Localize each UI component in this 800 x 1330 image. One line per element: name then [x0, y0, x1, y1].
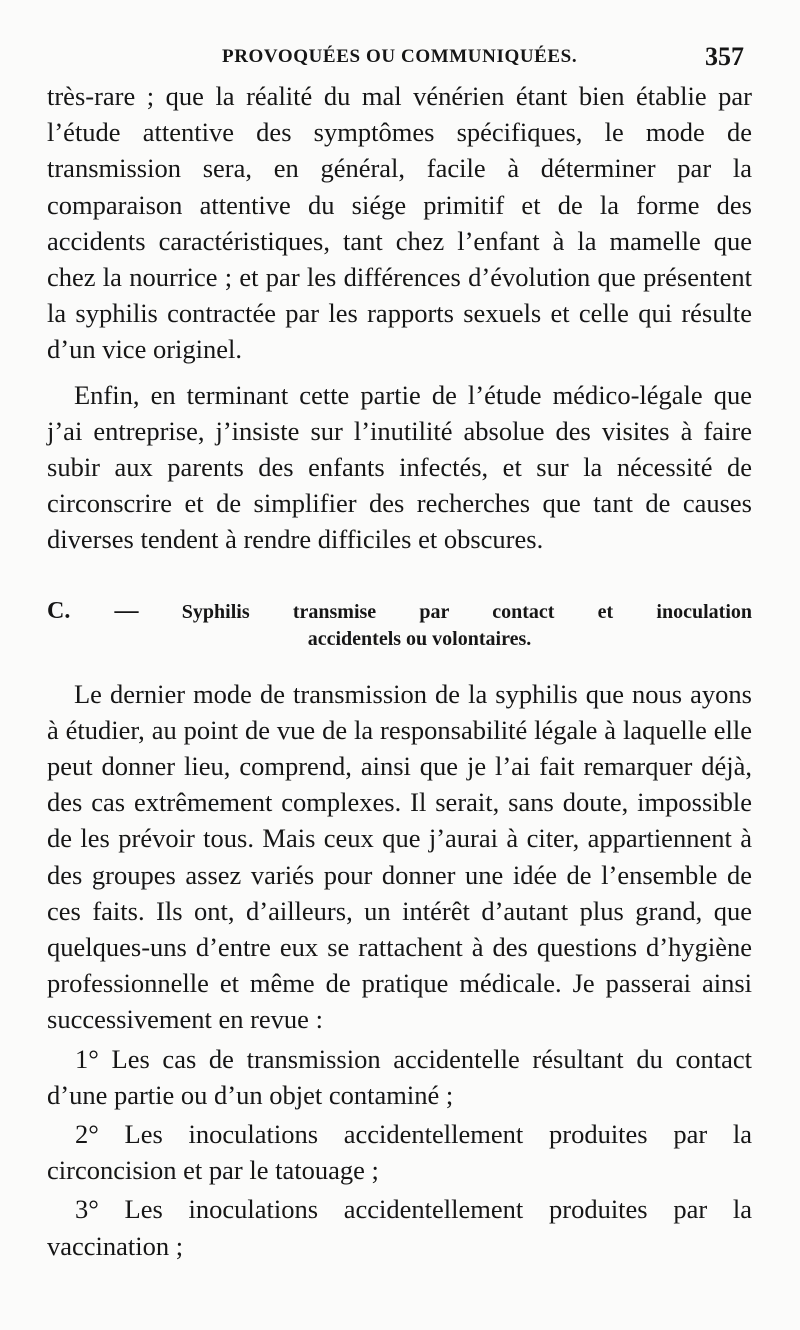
- paragraph-continued: très-rare ; que la réalité du mal vénérien étant bien établie par l’étude attentive des symptômes spécifiques, le mode de transmission sera, en général, facile à déterminer par la comparaison attentive du siége primitif et de la forme des accidents caractéristiques, tant chez l’enfant à la mamelle que chez la nourrice ; et par les différences d’évolution que présentent la syphilis contractée par les rapports sexuels et celle qui résulte d’un vice originel.: [47, 81, 752, 365]
- section-paragraph: Le dernier mode de transmission de la syphilis que nous ayons à étudier, au point de vue de la responsabilité légale à laquelle elle peut donner lieu, comprend, ainsi que je l’ai fait remarquer déjà, des cas extrêmement complexes. Il serait, sans doute, impossible de les prévoir tous. Mais ceux que j’aurai à citer, appartiennent à des groupes assez variés pour donner une idée de l’ensemble de ces faits. Ils ont, d’ailleurs, un intérêt d’autant plus grand, que quelques-uns d’entre eux se rattachent à des questions d’hygiène professionnelle et même de pratique médicale. Je passerai ainsi successivement en revue :: [47, 678, 752, 1035]
- body-text: [47, 78, 752, 1264]
- list-item: 1° Les cas de transmission accidentelle résultant du contact d’une partie ou d’un objet contaminé ;: [47, 1043, 752, 1110]
- page-number: 357: [705, 42, 744, 71]
- section-letter: C. —: [47, 597, 139, 624]
- list-item: 2° Les inoculations accidentellement produites par la circoncision et par le tatouage ;: [47, 1119, 752, 1186]
- paragraph-conclusion: Enfin, en terminant cette partie de l’étude médico-légale que j’ai entreprise, j’insiste sur l’inutilité absolue des visites à faire subir aux parents des enfants infectés, et sur la nécessité de circonscrire et de simplifier des recherches que tant de causes diverses tendent à rendre difficiles et obscures.: [47, 379, 752, 555]
- list-item: 3° Les inoculations accidentellement produites par la vaccination ;: [47, 1194, 752, 1261]
- running-head: PROVOQUÉES OU COMMUNIQUÉES.: [222, 46, 578, 67]
- section-heading: [47, 598, 752, 653]
- paragraph-gap: [47, 368, 752, 377]
- section-title-line1: Syphilis transmise par contact et inoculation: [181, 600, 753, 623]
- page-header: [0, 40, 800, 80]
- section-title-line2: accidentels ou volontaires.: [307, 627, 532, 650]
- section-heading-line1: [47, 598, 752, 626]
